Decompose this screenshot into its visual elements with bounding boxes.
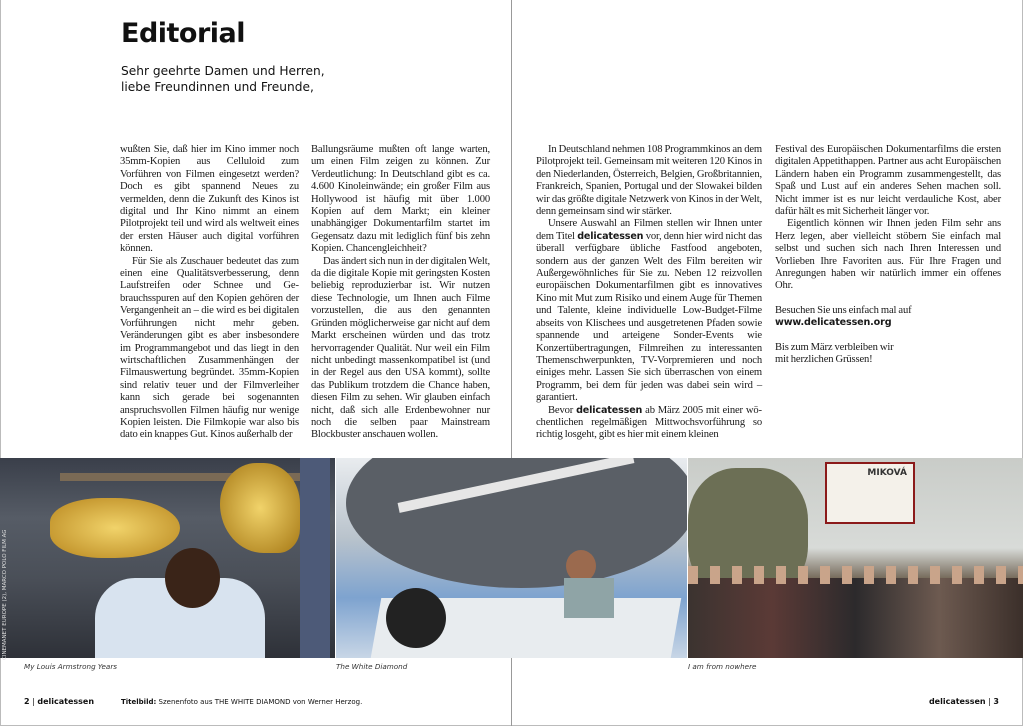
salutation (121, 64, 421, 95)
paragraph (536, 218, 762, 404)
paragraph: Eigentlich können wir Ihnen jeden Film sehr ans Herz legen, aber vielleicht stöbern Sie einfach mal selbst und suchen sich nach Ihren Interessen und Vorlieben Ihre Favoriten aus. Für Ihre Fragen und Anregungen haben wir natürlich immer ein offenes Ohr. (775, 218, 1001, 292)
brand-name: delicatessen (577, 230, 644, 242)
salutation-line: Sehr geehrte Damen und Herren, (121, 64, 325, 78)
text-column-1 (120, 144, 299, 442)
text-column-3 (536, 144, 762, 442)
cover-label: Titelbild: (121, 698, 157, 706)
text-column-2 (311, 144, 490, 442)
mikova-sign (825, 462, 915, 524)
salutation-line: liebe Freundinnen und Freunde, (121, 79, 314, 94)
cover-credit (121, 698, 362, 706)
footer-right (929, 697, 999, 706)
text: Bevor (548, 404, 577, 416)
paragraph: Das ändert sich nun in der digitalen Welt, da die digitale Kopie mit geringsten Kosten beliebig reproduzierbar ist. Wir nutzen diese Technologie, um Ihnen auch Filme vorzustellen, die aus den genannten Gründen möglicherweise gar nicht auf dem Markt erscheinen würden und das trotz hervorragender Qualität. Nur weil ein Film nicht unbedingt massenkompatibel ist (und in der Regel aus den USA kommt), sollte das Publikum trotzdem die Chance haben, diesen Film zu sehen. Wir glauben einfach nicht, daß sich alle Erdenbewohner nur noch die selben paar Mainstream Blockbuster anschauen wollen. (311, 255, 490, 441)
caption-photo-2: The White Diamond (336, 662, 408, 671)
closing-line: Bis zum März verbleiben wir (775, 341, 894, 353)
brand-name: delicatessen (576, 404, 643, 416)
text: Unsere Auswahl an Filmen stellen wir Ihnen unter dem Titel (536, 218, 762, 242)
website-link[interactable] (775, 317, 1001, 329)
spine-divider (511, 0, 512, 458)
footer-brand: delicatessen (928, 697, 986, 706)
footer-brand: delicatessen (37, 697, 95, 706)
paragraph (536, 405, 762, 442)
photo-trumpet-player (0, 458, 335, 658)
caption-photo-1: My Louis Armstrong Years (24, 662, 118, 671)
photo-group-people (688, 458, 1023, 658)
paragraph: Besuchen Sie uns einfach mal auf (775, 304, 912, 316)
cover-text: Szenenfoto aus THE WHITE DIAMOND von Werner Herzog. (156, 698, 363, 706)
closing-line: mit herzlichen Grüssen! (775, 354, 873, 366)
text: vor, denn hier wird nicht das überall verfügbare übliche Fastfood angeboten, sondern aus der ganzen Welt des Film bereiten wir Außergewöhnliches für Sie zu. Neben 12 reizvollen europäischen Dokumentarfilmen gibt es innovatives Kino mit Mut zum Risiko und einem Auge für Themen und Talente, kleine individuelle Low-Budget-Filme abseits von Klischees und ausgetretenen Pfaden sowie spannende und arteigene Sonder-Events wie Konzertübertragungen, Filmreihen zu interessanten Themenschwerpunkten, TV-Vorpremieren und noch einiges mehr. Lassen Sie sich überraschen von einem Programm, bei dem für jeden was dabei sein wird – garantiert. (536, 230, 762, 404)
paragraph: wußten Sie, daß hier im Kino immer noch 35mm-Kopien aus Celluloid zum Vorführen von Filmen eingesetzt werden? Doch es gibt spannend Neues zu vermelden, denn die Zukunft des Kinos ist digital und Ihr Kino nimmt an einem Pilotprojekt teil und wird als weltweit eines der ersten Häuser auch digital vorführen können. (120, 144, 299, 255)
page-number: 2 (24, 697, 30, 706)
paragraph: Für Sie als Zuschauer bedeutet das zum einen eine Qualitätsverbesserung, denn Laufstreifen oder Schnee und Gebrauchsspuren auf den Kopien gehören der Vergangenheit an – die wird es bei digitalen Vorführungen nicht mehr geben. Veränderungen gibt es aber insbesondere im Programmangebot und das liegt in den wirtschaftlichen Zusammenhängen der Filmauswertung begründet. 35mm-Kopien sind relativ teuer und der Filmverleiher kann sich gerade bei sogenannten anspruchsvollen Filmen häufig nur wenige Kopien leisten. Die Filmkopie war also bis dato ein knappes Gut. Kinos außerhalb der (120, 255, 299, 441)
page-title: Editorial (121, 18, 246, 49)
spine-divider (511, 658, 512, 726)
page-number: 3 (993, 697, 999, 706)
photo-white-diamond (336, 458, 687, 658)
text-column-4 (775, 144, 1001, 367)
sign-text: MIKOVÁ (867, 468, 907, 478)
caption-photo-3: I am from nowhere (688, 662, 757, 671)
paragraph: Festival des Europäischen Dokumentarfilms die ersten digitalen Appetithappen. Partner aus acht Europäischen Ländern haben ein Programm zusammengestellt, das Spaß und Lust auf ein anderes Sehen machen soll. Nicht immer ist es nur leicht verdauliche Kost, aber dafür hält es mit Sicherheit länger vor. (775, 144, 1001, 218)
separator: | (32, 697, 35, 706)
text: ab März 2005 mit einer wöchentlichen regelmäßigen Mittwochsvorführung so richtig losgeht, gibt es hier mit einem kleinen (536, 404, 763, 441)
separator: | (988, 697, 991, 706)
paragraph: In Deutschland nehmen 108 Programmkinos an dem Pilotprojekt teil. Gemeinsam mit weiteren 120 Kinos in den Niederlanden, Österreich, Belgien, Großbritannien, Frankreich, Spanien, Portugal und der Slowakei bilden wir das größte digitale Netzwerk von Kinos in der Welt, denn gemeinsam sind wir stärker. (536, 144, 762, 218)
photo-credit: CINEMANET EUROPE (2), MARCO POLO FILM AG (2, 529, 8, 660)
paragraph: Ballungsräume mußten oft lange warten, um einen Film zeigen zu können. Zur Verdeutlichung: In Deutschland gibt es ca. 4.600 Kinoleinwände; ein großer Film aus Hollywood ist häufig mit über 1.000 Kopien auf dem Markt; ein kleiner unabhängiger Dokumentarfilm startet im Gegensatz dazu mit lediglich fünf bis zehn Kopien. Chancengleichheit? (311, 144, 490, 255)
url[interactable]: www.delicatessen.org (775, 317, 892, 329)
footer-left (24, 697, 94, 706)
